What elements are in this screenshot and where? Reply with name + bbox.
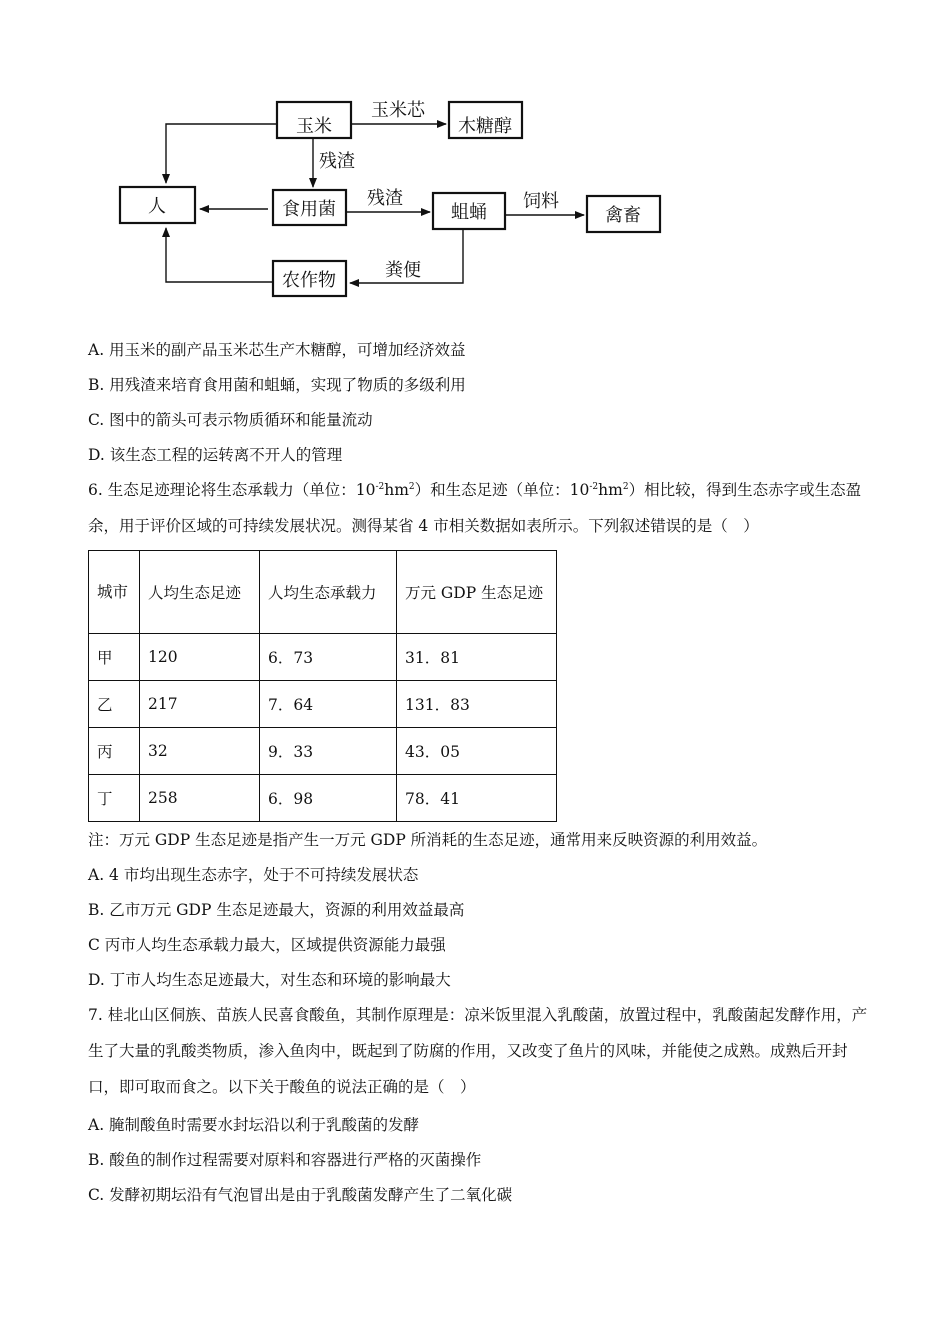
q7-option-b: B. 酸鱼的制作过程需要对原料和容器进行严格的灭菌操作: [88, 1151, 482, 1169]
edge-label-corn-cob: 玉米芯: [371, 100, 425, 121]
cell-gdp-footprint: 131．83: [397, 681, 557, 728]
cell-capacity: 9．33: [260, 728, 397, 775]
node-xylitol: 木糖醇: [458, 116, 512, 137]
q6-option-a: A. 4 市均出现生态赤字，处于不可持续发展状态: [88, 866, 419, 884]
header-per-capita-footprint: 人均生态足迹: [140, 551, 260, 634]
node-corn: 玉米: [296, 116, 332, 137]
node-human: 人: [148, 196, 166, 217]
q5-option-d: D. 该生态工程的运转离不开人的管理: [88, 446, 343, 464]
edge-label-manure: 粪便: [385, 260, 421, 281]
cell-capacity: 6．73: [260, 634, 397, 681]
cell-capacity: 7．64: [260, 681, 397, 728]
cell-city: 乙: [89, 681, 140, 728]
q5-option-c: C. 图中的箭头可表示物质循环和能量流动: [88, 411, 373, 429]
header-per-capita-capacity: 人均生态承载力: [260, 551, 397, 634]
q7-option-c: C. 发酵初期坛沿有气泡冒出是由于乳酸菌发酵产生了二氧化碳: [88, 1186, 513, 1204]
cell-city: 丙: [89, 728, 140, 775]
q6-option-b: B. 乙市万元 GDP 生态足迹最大，资源的利用效益最高: [88, 901, 465, 919]
cell-footprint: 120: [140, 634, 260, 681]
edge-label-residue-1: 残渣: [319, 151, 355, 172]
q6-data-table: [88, 550, 557, 822]
arrow-corn-human: [166, 124, 277, 183]
node-crops: 农作物: [282, 270, 336, 291]
node-maggot: 蛆蛹: [451, 202, 487, 223]
node-poultry: 禽畜: [605, 205, 641, 226]
q6-option-d: D. 丁市人均生态足迹最大，对生态和环境的影响最大: [88, 971, 451, 989]
node-fungus: 食用菌: [282, 199, 336, 220]
cell-city: 甲: [89, 634, 140, 681]
q7-stem: 7. 桂北山区侗族、苗族人民喜食酸鱼，其制作原理是：凉米饭里混入乳酸菌，放置过程中，乳酸菌起发酵作用，产生了大量的乳酸类物质，渗入鱼肉中，既起到了防腐的作用，又改变了鱼片的风味，并能使之成熟。成熟后开封口，即可取而食之。以下关于酸鱼的说法正确的是（ ）: [88, 1006, 868, 1096]
q7-option-a: A. 腌制酸鱼时需要水封坛沿以利于乳酸菌的发酵: [88, 1116, 420, 1134]
cell-capacity: 6．98: [260, 775, 397, 822]
cell-footprint: 217: [140, 681, 260, 728]
cell-footprint: 32: [140, 728, 260, 775]
arrow-crops-human: [166, 228, 273, 282]
cell-gdp-footprint: 43．05: [397, 728, 557, 775]
table-row: [89, 634, 557, 681]
header-gdp-footprint: 万元 GDP 生态足迹: [397, 551, 557, 634]
q6-option-c: C 丙市人均生态承载力最大，区域提供资源能力最强: [88, 936, 446, 954]
edge-label-residue-2: 残渣: [367, 188, 403, 209]
table-row: [89, 681, 557, 728]
table-row: [89, 728, 557, 775]
table-header-row: [89, 551, 557, 634]
q5-option-a: A. 用玉米的副产品玉米芯生产木糖醇，可增加经济效益: [88, 341, 466, 359]
table-row: [89, 775, 557, 822]
header-city: 城市: [89, 551, 140, 634]
cell-city: 丁: [89, 775, 140, 822]
cell-footprint: 258: [140, 775, 260, 822]
eco-engineering-diagram: [0, 0, 950, 320]
q6-stem: 6. 生态足迹理论将生态承载力（单位：$10^{-2}hm^2$）和生态足迹（单位：$10^{-2}hm^2$）相比较，得到生态赤字或生态盈余，用于评价区域的可持续发展状况。测得某省 4 市相关数据如表所示。下列叙述错误的是（ ）: [88, 481, 862, 535]
q5-option-b: B. 用残渣来培育食用菌和蛆蛹，实现了物质的多级利用: [88, 376, 466, 394]
cell-gdp-footprint: 31．81: [397, 634, 557, 681]
q6-note: 注：万元 GDP 生态足迹是指产生一万元 GDP 所消耗的生态足迹，通常用来反映资源的利用效益。: [88, 831, 768, 849]
cell-gdp-footprint: 78．41: [397, 775, 557, 822]
edge-label-feed: 饲料: [523, 191, 559, 212]
